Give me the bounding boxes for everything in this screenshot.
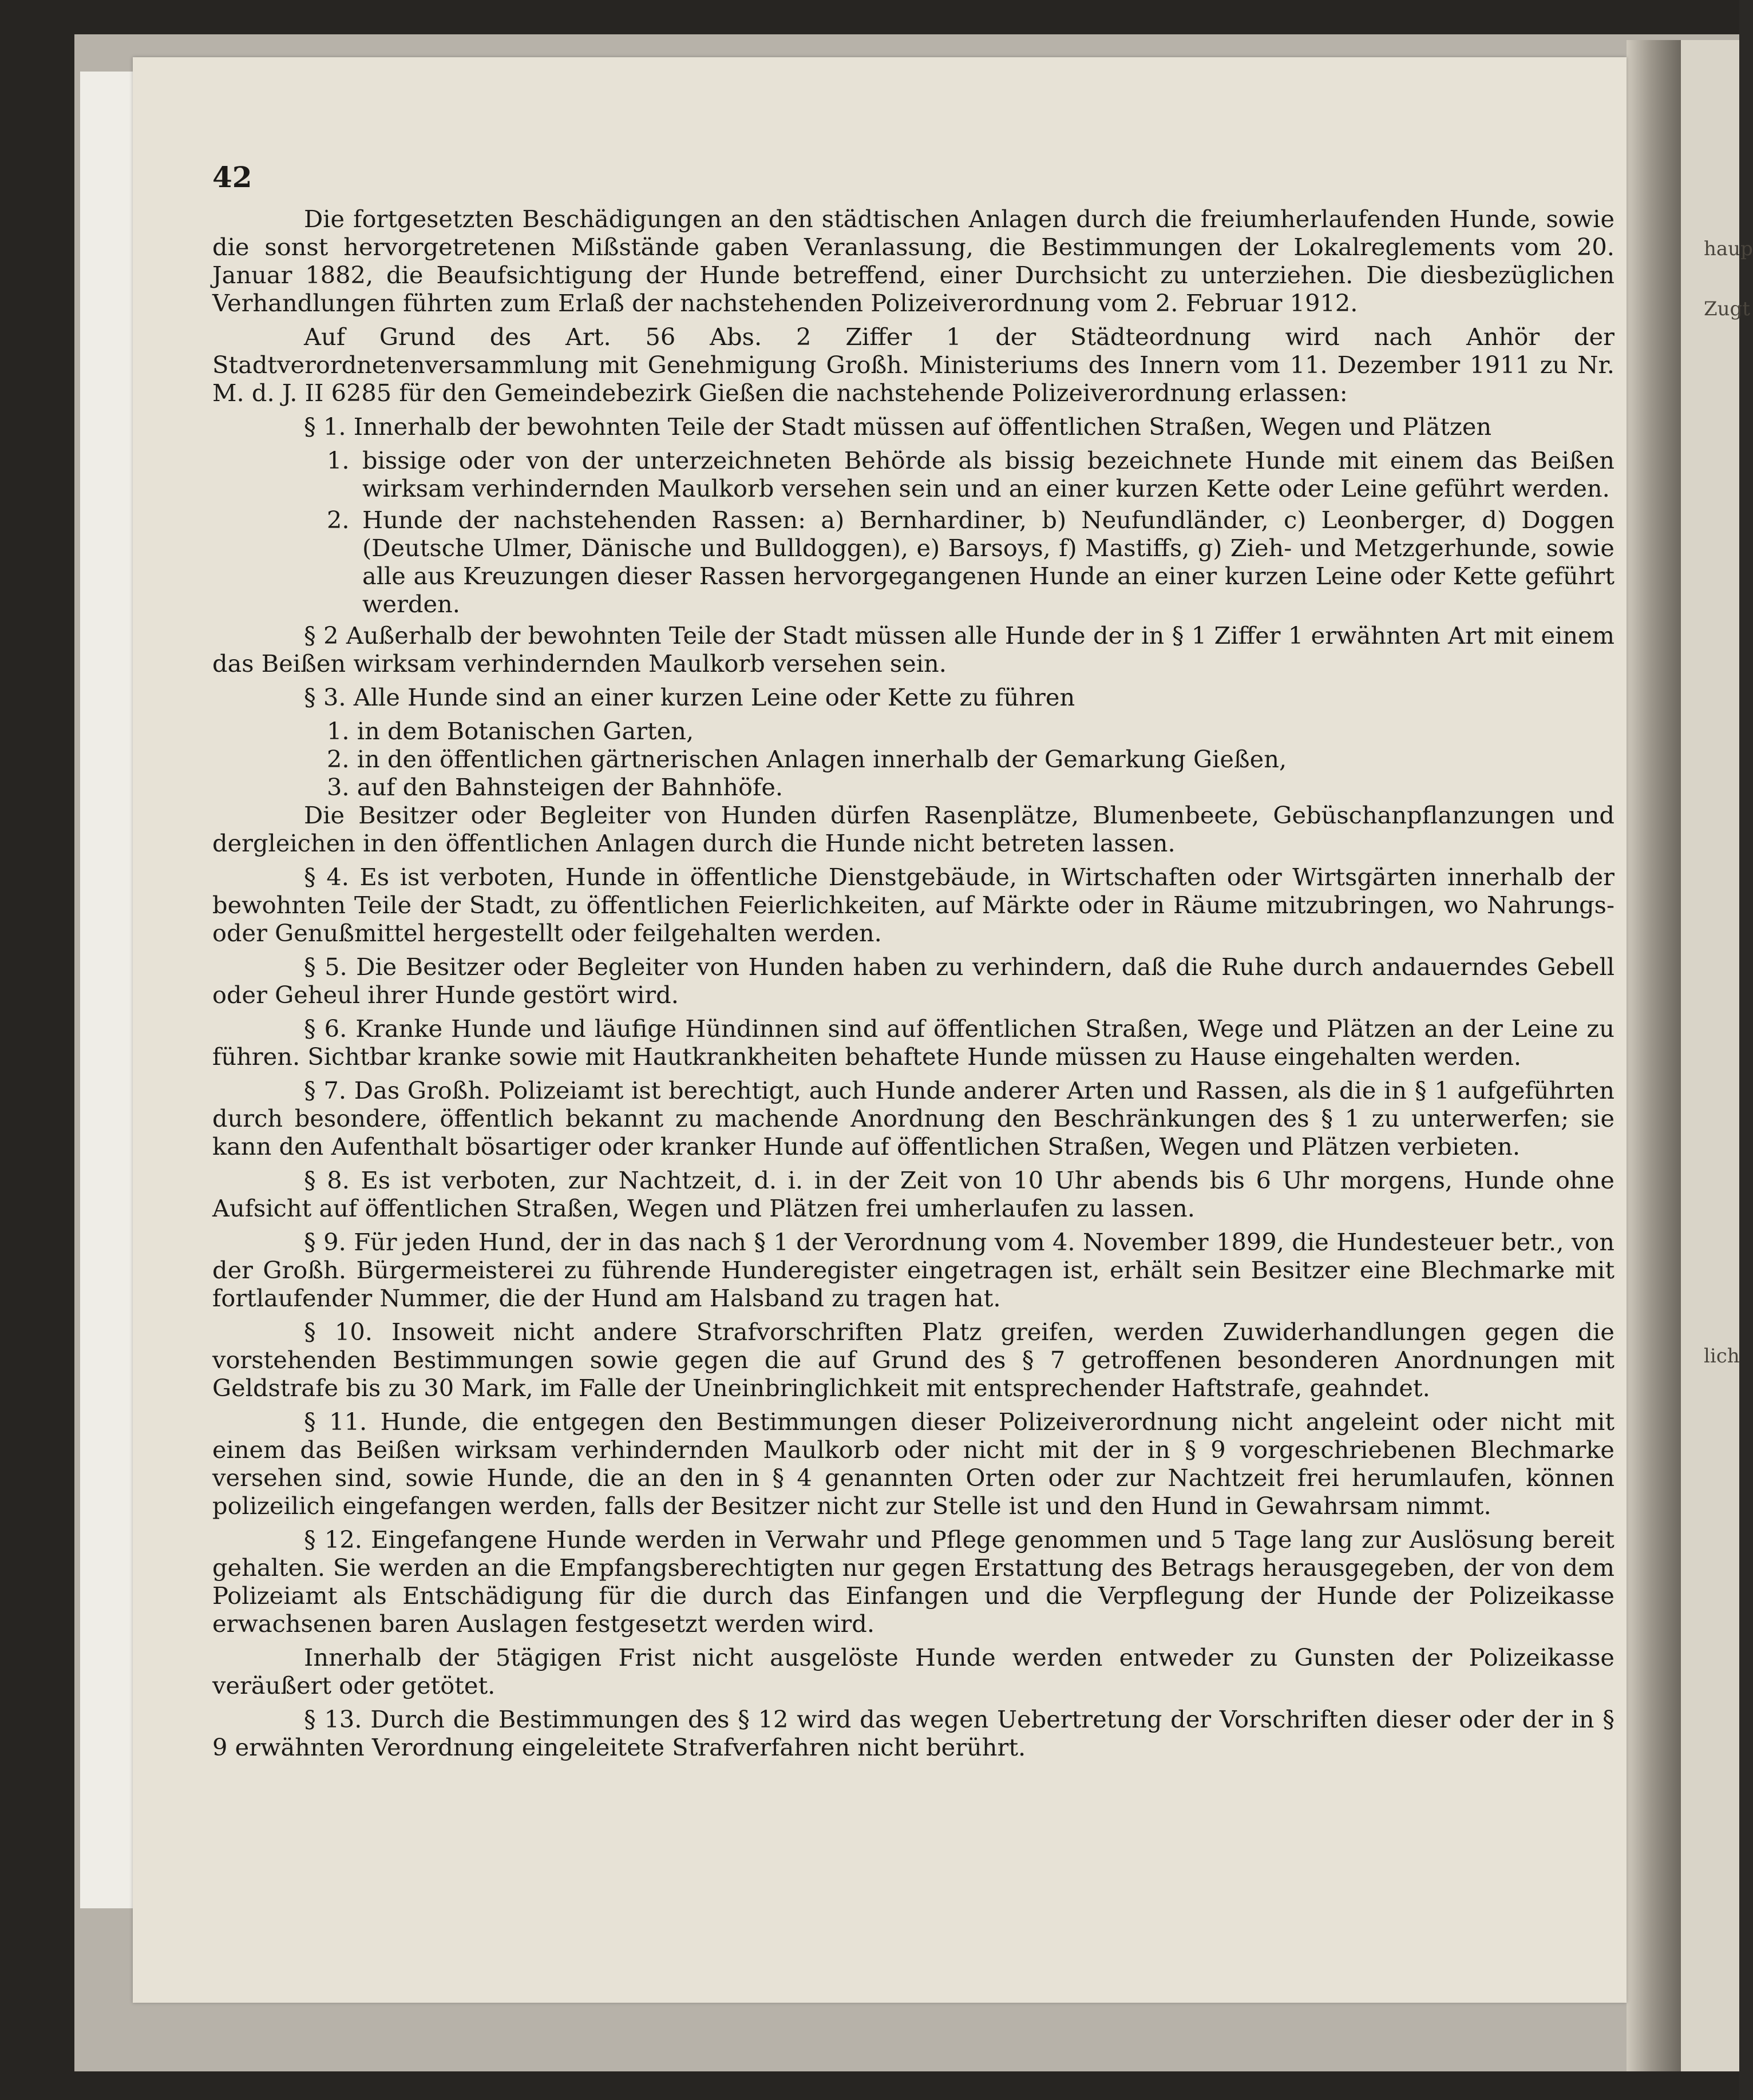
page-content: [212, 160, 1614, 1767]
section-11: § 11. Hunde, die entgegen den Bestimmungen dieser Polizeiverordnung nicht angeleint oder nicht mit einem das Beißen wirksam verhindernden Maulkorb oder nicht mit der in § 9 vorgeschriebenen Blechmarke versehen sind, sowie Hunde, die an den in § 4 genannten Orten oder zur Nachtzeit frei herumlaufen, können polizeilich eingefangen werden, falls der Besitzer nicht zur Stelle ist und den Hund in Gewahrsam nimmt.: [212, 1408, 1614, 1520]
section-12-continued: Innerhalb der 5tägigen Frist nicht ausgelöste Hunde werden entweder zu Gunsten der Polizeikasse veräußert oder getötet.: [212, 1643, 1614, 1699]
facing-page-edge: [1681, 40, 1753, 2071]
margin-note-1: haup: [1704, 237, 1753, 260]
intro-paragraph-2: Auf Grund des Art. 56 Abs. 2 Ziffer 1 der Städteordnung wird nach Anhör der Stadtverordnetenversammlung mit Genehmigung Großh. Ministeriums des Innern vom 11. Dezember 1911 zu Nr. M. d. J. II 6285 für den Gemeindebezirk Gießen die nachstehende Polizeiverordnung erlassen:: [212, 323, 1614, 407]
list-number: 1.: [327, 446, 350, 474]
section-3-list: [212, 717, 1614, 801]
section-3-after: Die Besitzer oder Begleiter von Hunden dürfen Rasenplätze, Blumenbeete, Gebüschanpflanzungen und dergleichen in den öffentlichen Anlagen durch die Hunde nicht betreten lassen.: [212, 801, 1614, 857]
section-2: § 2 Außerhalb der bewohnten Teile der Stadt müssen alle Hunde der in § 1 Ziffer 1 erwähnten Art mit einem das Beißen wirksam verhindernden Maulkorb versehen sein.: [212, 621, 1614, 677]
margin-note-3: lich: [1704, 1345, 1740, 1368]
section-4: § 4. Es ist verboten, Hunde in öffentliche Dienstgebäude, in Wirtschaften oder Wirtsgärten innerhalb der bewohnten Teile der Stadt, zu öffentlichen Feierlichkeiten, auf Märkte oder in Räume mitzubringen, wo Nahrungs- oder Genußmittel hergestellt oder feilgehalten werden.: [212, 863, 1614, 947]
book-gutter: [1627, 40, 1681, 2071]
margin-note-2: Zugt: [1704, 298, 1750, 320]
page-number: 42: [212, 160, 252, 194]
section-1-item-1: [212, 446, 1614, 502]
section-6: § 6. Kranke Hunde und läufige Hündinnen sind auf öffentlichen Straßen, Wege und Plätzen an der Leine zu führen. Sichtbar kranke sowie mit Hautkrankheiten behaftete Hunde müssen zu Hause eingehalten werden.: [212, 1015, 1614, 1071]
section-13: § 13. Durch die Bestimmungen des § 12 wird das wegen Uebertretung der Vorschriften dieser oder der in § 9 erwähnten Verordnung eingeleitete Strafverfahren nicht berührt.: [212, 1705, 1614, 1761]
section-7: § 7. Das Großh. Polizeiamt ist berechtigt, auch Hunde anderer Arten und Rassen, als die in § 1 aufgeführten durch besondere, öffentlich bekannt zu machende Anordnung den Beschränkungen des § 1 zu unterwerfen; sie kann den Aufenthalt bösartiger oder kranker Hunde auf öffentlichen Straßen, Wegen und Plätzen verbieten.: [212, 1076, 1614, 1160]
section-10: § 10. Insoweit nicht andere Strafvorschriften Platz greifen, werden Zuwiderhandlungen gegen die vorstehenden Bestimmungen sowie gegen die auf Grund des § 7 getroffenen besonderen Anordnungen mit Geldstrafe bis zu 30 Mark, im Falle der Uneinbringlichkeit mit entsprechender Haftstrafe, geahndet.: [212, 1318, 1614, 1402]
section-3-item-3: 3. auf den Bahnsteigen der Bahnhöfe.: [327, 773, 783, 801]
section-9: § 9. Für jeden Hund, der in das nach § 1 der Verordnung vom 4. November 1899, die Hundesteuer betr., von der Großh. Bürgermeisterei zu führende Hunderegister eingetragen ist, erhält sein Besitzer eine Blechmarke mit fortlaufender Nummer, die der Hund am Halsband zu tragen hat.: [212, 1228, 1614, 1312]
section-1: § 1. Innerhalb der bewohnten Teile der Stadt müssen auf öffentlichen Straßen, Wegen und Plätzen: [304, 413, 1492, 441]
section-1-item-2: [212, 506, 1614, 618]
section-3-item-1: 1. in dem Botanischen Garten,: [327, 717, 694, 745]
section-12: § 12. Eingefangene Hunde werden in Verwahr und Pflege genommen und 5 Tage lang zur Auslösung bereit gehalten. Sie werden an die Empfangsberechtigten nur gegen Erstattung des Betrags herausgegeben, der von dem Polizeiamt als Entschädigung für die durch das Einfangen und die Verpflegung der Hunde der Polizeikasse erwachsenen baren Auslagen festgesetzt werden wird.: [212, 1526, 1614, 1638]
section-3-item-2: 2. in den öffentlichen gärtnerischen Anlagen innerhalb der Gemarkung Gießen,: [327, 745, 1287, 773]
section-8: § 8. Es ist verboten, zur Nachtzeit, d. i. in der Zeit von 10 Uhr abends bis 6 Uhr morgens, Hunde ohne Aufsicht auf öffentlichen Straßen, Wegen und Plätzen frei umherlaufen zu lassen.: [212, 1166, 1614, 1222]
list-text: bissige oder von der unterzeichneten Behörde als bissig bezeichnete Hunde mit einem das Beißen wirksam verhindernden Maulkorb versehen sein und an einer kurzen Kette oder Leine geführt werden.: [362, 446, 1614, 502]
list-number: 2.: [327, 506, 350, 534]
list-text: Hunde der nachstehenden Rassen: a) Bernhardiner, b) Neufundländer, c) Leonberger, d) Doggen (Deutsche Ulmer, Dänische und Bulldoggen), e) Barsoys, f) Mastiffs, g) Zieh- und Metzgerhunde, sowie alle aus Kreuzungen dieser Rassen hervorgegangenen Hunde an einer kurzen Leine oder Kette geführt werden.: [362, 506, 1614, 618]
section-5: § 5. Die Besitzer oder Begleiter von Hunden haben zu verhindern, daß die Ruhe durch andauerndes Gebell oder Geheul ihrer Hunde gestört wird.: [212, 953, 1614, 1009]
section-3: § 3. Alle Hunde sind an einer kurzen Leine oder Kette zu führen: [304, 683, 1075, 711]
intro-paragraph-1: Die fortgesetzten Beschädigungen an den städtischen Anlagen durch die freiumherlaufenden Hunde, sowie die sonst hervorgetretenen Mißstände gaben Veranlassung, die Bestimmungen der Lokalreglements vom 20. Januar 1882, die Beaufsichtigung der Hunde betreffend, einer Durchsicht zu unterziehen. Die diesbezüglichen Verhandlungen führten zum Erlaß der nachstehenden Polizeiverordnung vom 2. Februar 1912.: [212, 205, 1614, 317]
